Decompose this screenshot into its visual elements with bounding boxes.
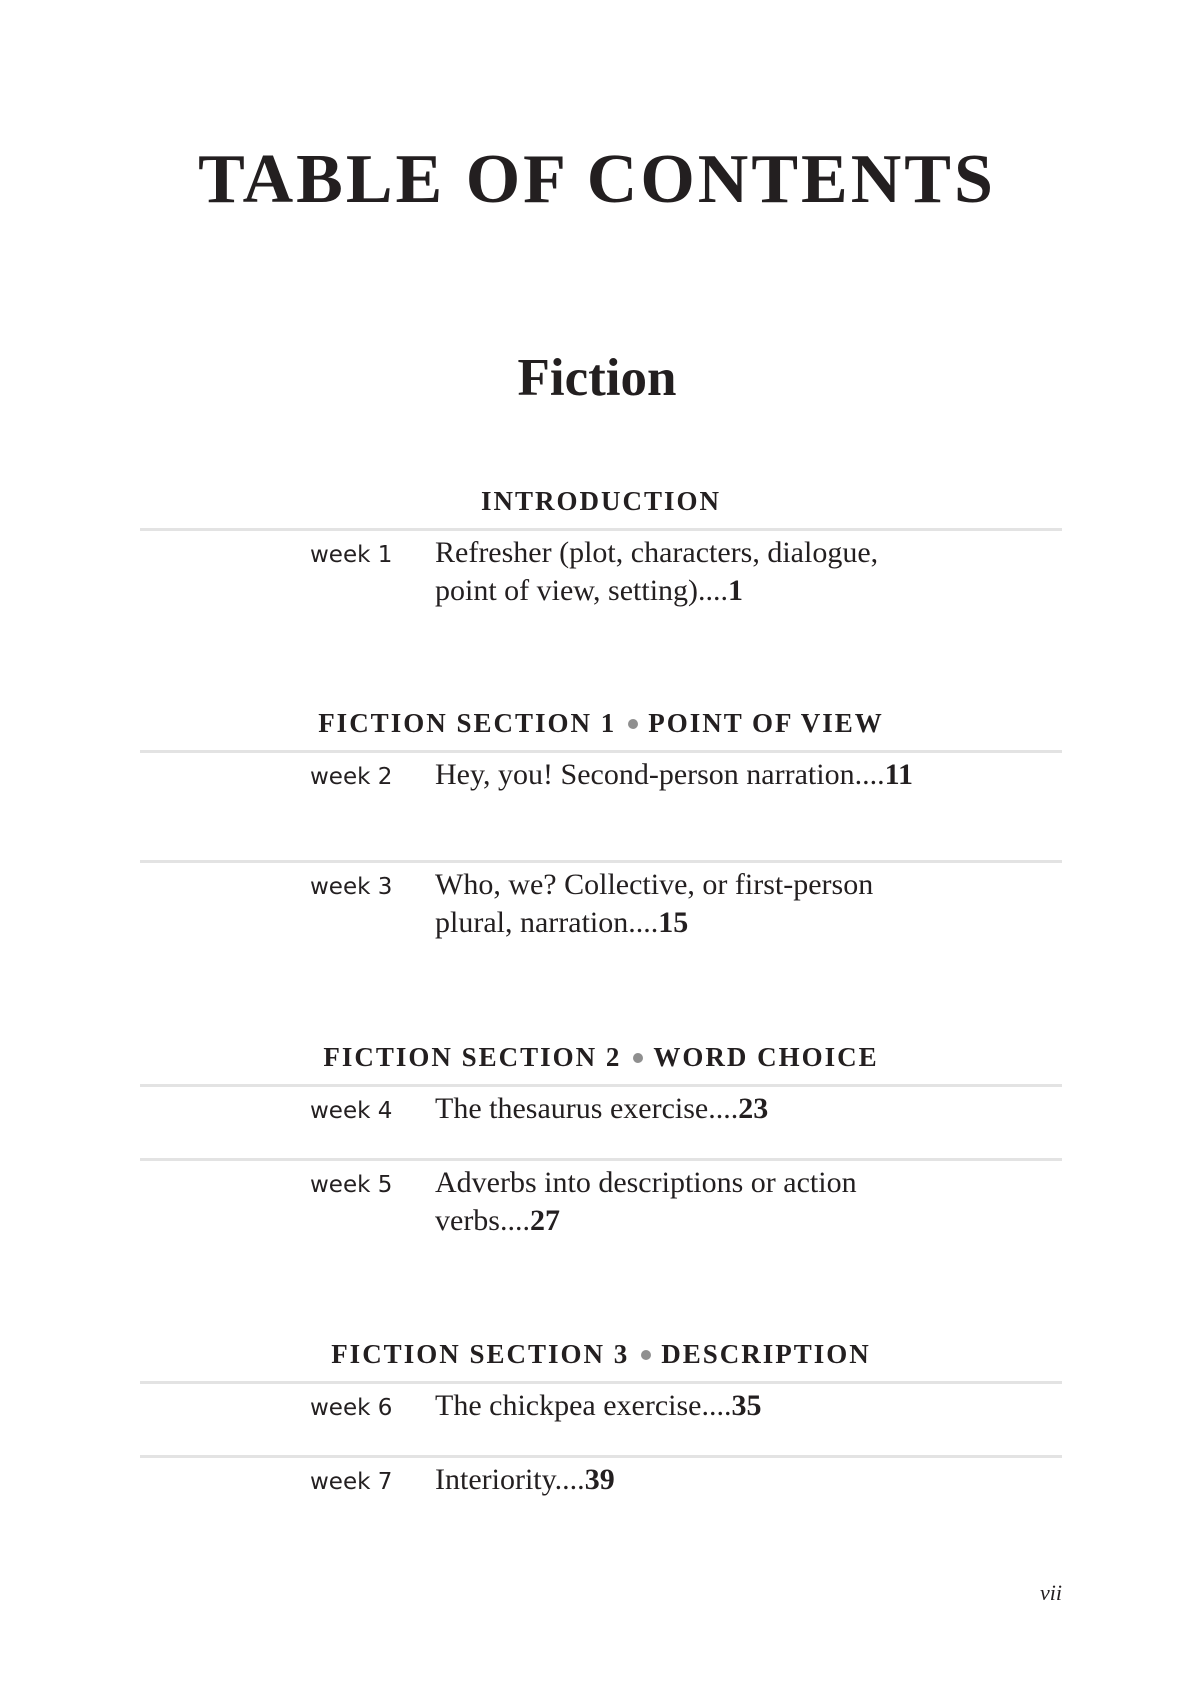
toc-entry-week-2[interactable] (140, 753, 1062, 860)
page-number: 1 (728, 574, 744, 607)
week-label: week 3 (310, 874, 393, 900)
section-heading (140, 1333, 1062, 1375)
entry-title (435, 1384, 915, 1425)
section-heading (140, 702, 1062, 744)
section-heading-label: INTRODUCTION (480, 486, 722, 516)
entry-title (435, 1458, 915, 1499)
section-heading-topic: POINT OF VIEW (648, 708, 884, 738)
bullet-icon (628, 719, 638, 729)
week-label: week 1 (310, 542, 393, 568)
page-number: 15 (658, 906, 689, 939)
section-heading-topic: DESCRIPTION (661, 1339, 871, 1369)
entry-title-text: The thesaurus exercise.... (435, 1092, 739, 1125)
section-heading-label: FICTION SECTION 2 (323, 1042, 622, 1072)
section-heading-topic: WORD CHOICE (653, 1042, 879, 1072)
week-label: week 5 (310, 1172, 393, 1198)
entry-title (435, 531, 915, 610)
entry-title-text: Interiority.... (435, 1463, 585, 1496)
week-label: week 4 (310, 1098, 393, 1124)
page-number: 35 (731, 1389, 762, 1422)
bullet-icon (641, 1350, 651, 1360)
entry-title-text: Adverbs into descriptions or action verbs.... (435, 1166, 857, 1237)
toc-section-point-of-view (140, 702, 1062, 963)
section-heading (140, 480, 1062, 522)
toc-entry-week-5[interactable] (140, 1161, 1062, 1261)
section-heading (140, 1036, 1062, 1078)
entry-title-text: Who, we? Collective, or first-person plural, narration.... (435, 868, 874, 939)
entry-title (435, 1087, 915, 1128)
entry-title (435, 863, 915, 942)
entry-title (435, 753, 915, 794)
entry-title-text: Refresher (plot, characters, dialogue, point of view, setting).... (435, 536, 879, 607)
week-label: week 2 (310, 764, 393, 790)
page-number: 39 (584, 1463, 615, 1496)
page-folio: vii (1040, 1580, 1062, 1605)
toc-entry-week-7[interactable] (140, 1458, 1062, 1518)
entry-title-text: The chickpea exercise.... (435, 1389, 732, 1422)
section-heading-label: FICTION SECTION 1 (318, 708, 617, 738)
week-label: week 7 (310, 1469, 393, 1495)
week-label: week 6 (310, 1395, 393, 1421)
toc-section-description (140, 1333, 1062, 1518)
page-number: 11 (884, 758, 913, 791)
toc-entry-week-1[interactable] (140, 531, 1062, 631)
page-number: 23 (738, 1092, 769, 1125)
toc-entry-week-4[interactable] (140, 1087, 1062, 1158)
toc-section-introduction (140, 480, 1062, 631)
part-title-fiction: Fiction (517, 349, 677, 407)
section-heading-label: FICTION SECTION 3 (331, 1339, 630, 1369)
page-title: TABLE OF CONTENTS (198, 141, 996, 218)
entry-title-text: Hey, you! Second-person narration.... (435, 758, 885, 791)
toc-entry-week-3[interactable] (140, 863, 1062, 963)
page-number: 27 (529, 1204, 560, 1237)
toc-entry-week-6[interactable] (140, 1384, 1062, 1455)
bullet-icon (633, 1053, 643, 1063)
entry-title (435, 1161, 915, 1240)
toc-section-word-choice (140, 1036, 1062, 1261)
